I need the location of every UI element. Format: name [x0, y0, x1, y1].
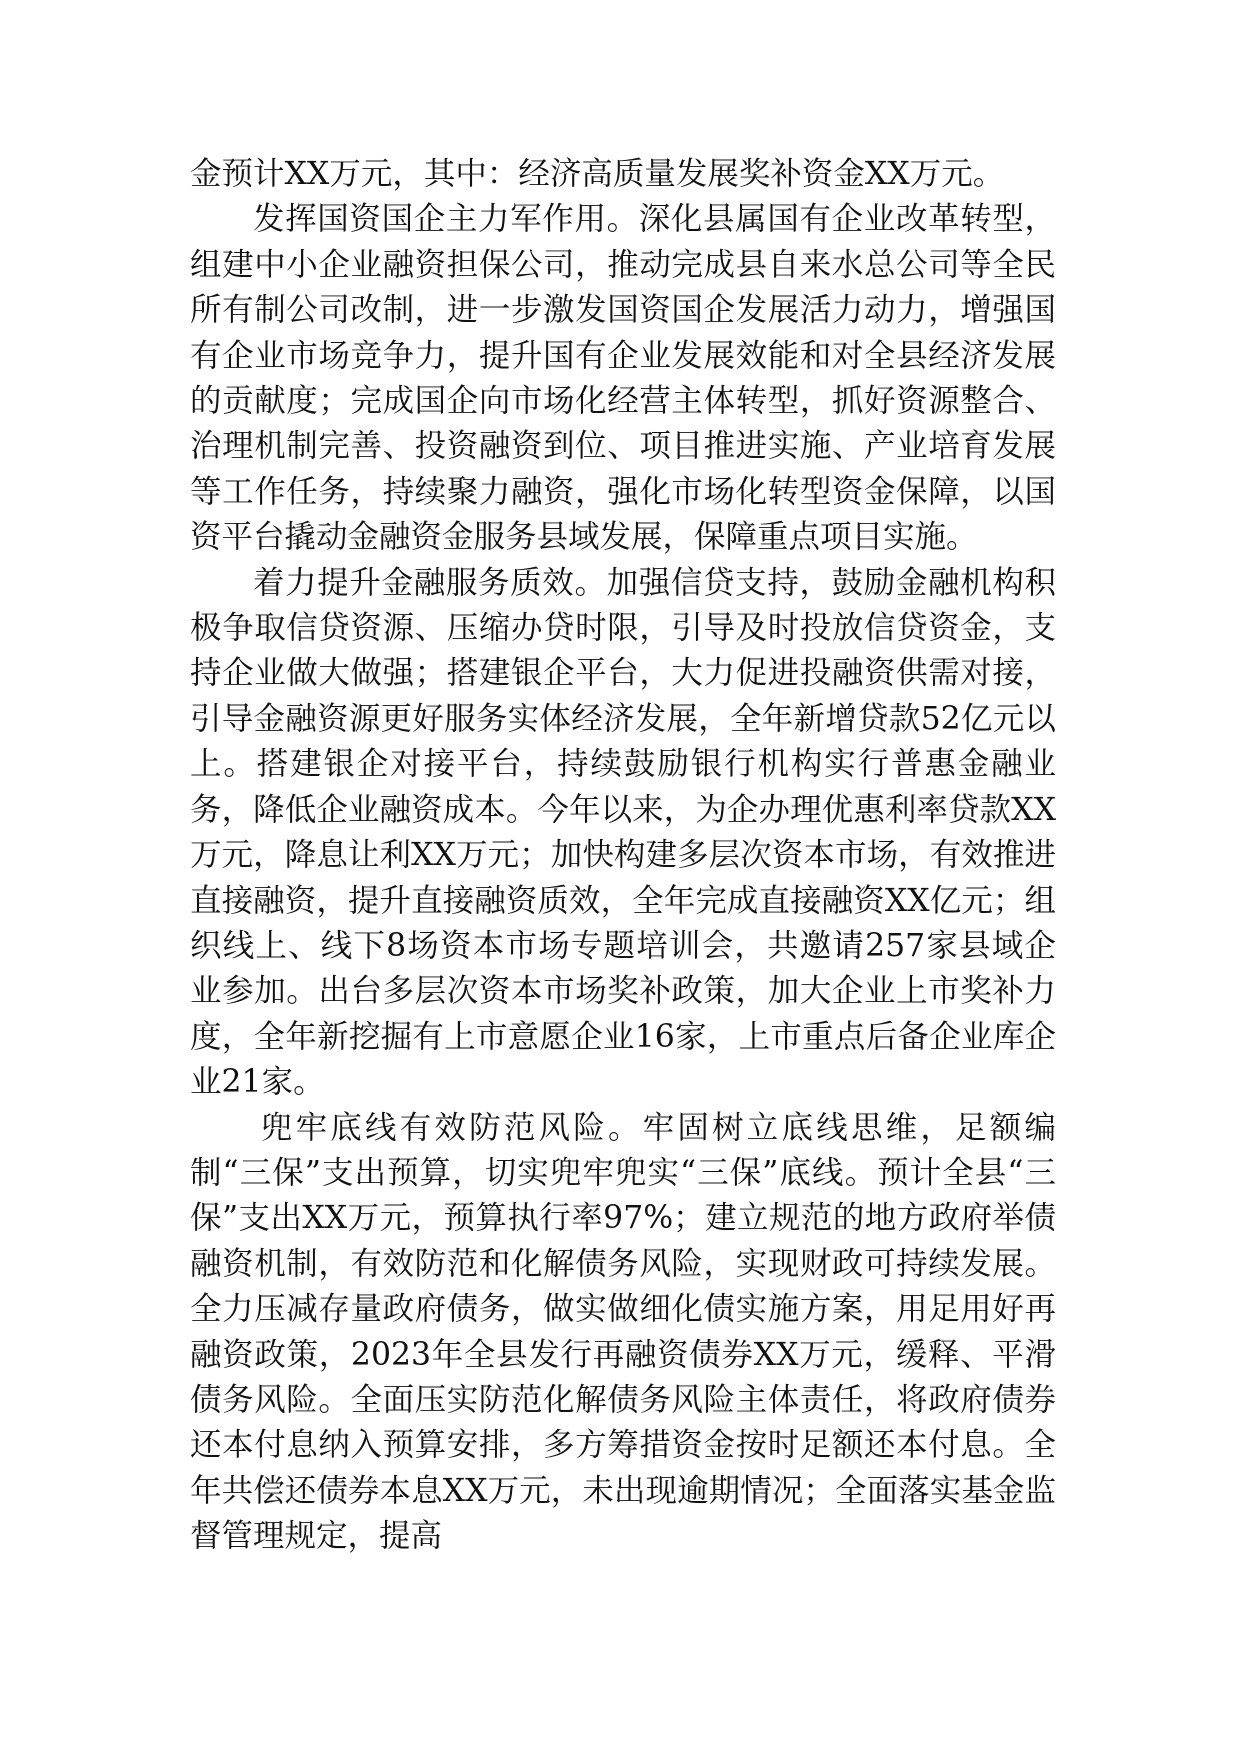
document-body — [190, 152, 1056, 1560]
paragraph-financial-services: 着力提升金融服务质效。加强信贷支持，鼓励金融机构积极争取信贷资源、压缩办贷时限，引导及时投放信贷资金，支持企业做大做强；搭建银企平台，大力促进投融资供需对接，引导金融资源更好服务实体经济发展，全年新增贷款52亿元以上。搭建银企对接平台，持续鼓励银行机构实行普惠金融业务，降低企业融资成本。今年以来，为企办理优惠利率贷款XX万元，降息让利XX万元；加快构建多层次资本市场，有效推进直接融资，提升直接融资质效，全年完成直接融资XX亿元；组织线上、线下8场资本市场专题培训会，共邀请257家县域企业参加。出台多层次资本市场奖补政策，加大企业上市奖补力度，全年新挖掘有上市意愿企业16家，上市重点后备企业库企业21家。 — [190, 564, 1056, 1101]
paragraph-risk-prevention: 兜牢底线有效防范风险。牢固树立底线思维，足额编制“三保”支出预算，切实兜牢兜实“三保”底线。预计全县“三保”支出XX万元，预算执行率97%；建立规范的地方政府举债融资机制，有效防范和化解债务风险，实现财政可持续发展。全力压减存量政府债务，做实做细化债实施方案，用足用好再融资政策，2023年全县发行再融资债券XX万元，缓释、平滑债务风险。全面压实防范化解债务风险主体责任，将政府债券还本付息纳入预算安排，多方筹措资金按时足额还本付息。全年共偿还债券本息XX万元，未出现逾期情况；全面落实基金监督管理规定，提高 — [190, 1109, 1056, 1555]
paragraph-state-owned-enterprises: 发挥国资国企主力军作用。深化县属国有企业改革转型，组建中小企业融资担保公司，推动完成县自来水总公司等全民所有制公司改制，进一步激发国资国企发展活力动力，增强国有企业市场竞争力，提升国有企业发展效能和对全县经济发展的贡献度；完成国企向市场化经营主体转型，抓好资源整合、治理机制完善、投资融资到位、项目推进实施、产业培育发展等工作任务，持续聚力融资，强化市场化转型资金保障，以国资平台撬动金融资金服务县域发展，保障重点项目实施。 — [190, 201, 1056, 556]
paragraph-continuation: 金预计XX万元，其中：经济高质量发展奖补资金XX万元。 — [190, 156, 1005, 192]
